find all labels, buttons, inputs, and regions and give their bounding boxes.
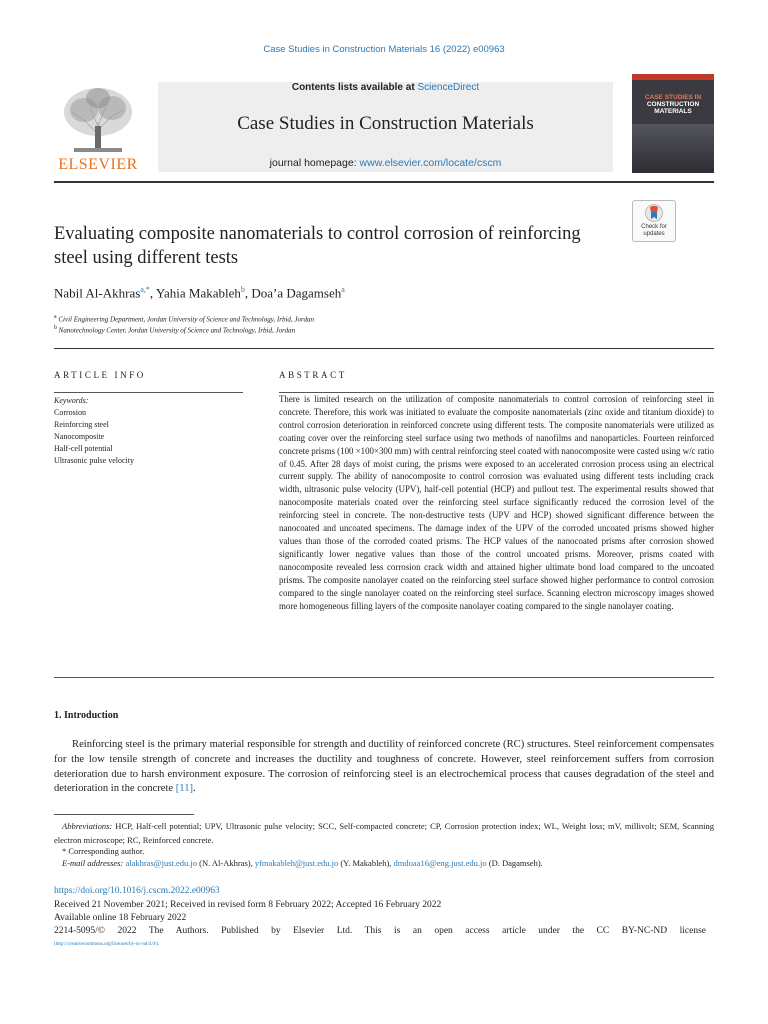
contents-line	[158, 82, 613, 93]
email-owner: (D. Dagamseh).	[486, 858, 543, 868]
abbreviations-footnote	[54, 820, 714, 847]
keyword-item: Reinforcing steel	[54, 420, 109, 429]
journal-title: Case Studies in Construction Materials	[237, 113, 534, 134]
journal-cover-thumbnail[interactable]	[632, 74, 714, 173]
bookmark-icon	[645, 204, 663, 222]
intro-text-main: Reinforcing steel is the primary material responsible for strength and ductility of reinforced concrete (RC) structures. Steel reinforcement compensates for the low tensile strength of concrete and increases the ductility and toughness of concrete. However, steel reinforcement suffers from corrosion deterioration due to harsh environment exposure. The corrosion of reinforcing steel is an electrochemical process that causes degradation of the steel and deterioration in the concrete	[54, 739, 714, 795]
author-list	[54, 285, 654, 301]
affiliation-text: Nanotechnology Center, Jordan University of Science and Technology, Irbid, Jordan	[58, 326, 296, 335]
email-link[interactable]: dmdoaa16@eng.just.edu.jo	[393, 858, 487, 868]
author-affiliation-marker[interactable]: a	[341, 285, 345, 294]
contents-prefix: Contents lists available at	[291, 82, 415, 93]
license-url-link[interactable]: (http://creativecommons.org/licenses/by-nc-nd/4.0/).	[54, 942, 160, 947]
email-link[interactable]: yfmakableh@just.edu.jo	[254, 858, 339, 868]
article-info-heading: ARTICLE INFO	[54, 370, 146, 380]
cover-band	[632, 74, 714, 80]
intro-text-end: .	[193, 783, 196, 795]
header-rule	[54, 181, 714, 183]
abbreviations-label: Abbreviations:	[62, 821, 113, 831]
introduction-paragraph	[54, 738, 714, 797]
affiliation-rule	[54, 348, 714, 349]
citation-link[interactable]: [11]	[175, 783, 194, 795]
cover-image	[632, 124, 714, 173]
email-footnote	[62, 858, 714, 868]
footnote-rule	[54, 814, 194, 815]
author-affiliation-marker[interactable]: a,*	[140, 285, 150, 294]
abstract-body: There is limited research on the utilization of composite nanomaterials to control corrosion of reinforcing steel in concrete. Therefore, this work was initiated to evaluate the composite nanomaterials (zinc oxide and titanium dioxide) to control corrosion deterioration in reinforced concrete using different tests. The composite nanomaterials were utilized as coating cover over the reinforcing steel surface using two methods of nanofilms and nanoparticles. Fourteen reinforced concrete prisms (100 ×100×300 mm) with central reinforcing steel coated with nanocomposite were casted using w/c ratio of 0.45. After 28 days of moist curing, the prisms were exposed to an accelerated corrosion process using an electrical current supply. The ability of nanocomposite to control corrosion was evaluated using different tests including crack width, ultrasonic pulse velocity (UPV), half-cell potential (HCP) and pullout test. The experimental results showed that nanocomposite materials coated over the reinforcing steel surface significantly reduced the corrosion level of the reinforcing steel in concrete. The non-destructive tests (UPV and HCP) showed significant difference between the nanocoated and uncoated specimens. The damage index of the UPV of the corroded uncoated prisms showed higher values than those of the corroded coated prisms. The HCP values of the nanocoated prisms after corrosion showed significantly lower negative values than those of the control uncoated prisms. Moreover, prisms coated with nanocomposite revealed less corrosion crack width and attained higher ultimate bond load compared to the uncoated prisms. The composite nanolayer coated on the reinforcing steel surface showed higher performance to control corrosion compared to the single nanolayer coated on the reinforcing steel surface. Scanning electron microscopy images showed more homogeneous filling layers of the composite nanolayer coating compared to the single nanolayer coating.	[279, 394, 714, 611]
affiliation-text: Civil Engineering Department, Jordan University of Science and Technology, Irbid, Jordan	[58, 315, 314, 324]
check-updates-label: Check for updates	[641, 224, 667, 237]
journal-reference[interactable]: Case Studies in Construction Materials 16 (2022) e00963	[263, 44, 505, 55]
affiliation-b	[54, 325, 654, 334]
article-title: Evaluating composite nanomaterials to control corrosion of reinforcing steel using different tests	[54, 224, 581, 268]
received-dates: Received 21 November 2021; Received in revised form 8 February 2022; Accepted 16 February 2022	[54, 900, 442, 910]
homepage-line	[158, 157, 613, 169]
cover-title-line1: CASE STUDIES IN	[644, 94, 702, 101]
keywords-label: Keywords:	[54, 396, 89, 405]
affiliation-sup: a	[54, 314, 57, 320]
author-separator: ,	[149, 285, 156, 301]
corresponding-author-note: * Corresponding author.	[62, 846, 145, 856]
email-label: E-mail addresses:	[62, 858, 124, 868]
email-owner: (Y. Makableh),	[338, 858, 394, 868]
email-owner: (N. Al-Akhras),	[197, 858, 255, 868]
elsevier-wordmark: ELSEVIER	[58, 156, 138, 173]
email-link[interactable]: alakhras@just.edu.jo	[125, 858, 197, 868]
keyword-item: Corrosion	[54, 408, 86, 417]
keyword-item: Half-cell potential	[54, 444, 113, 453]
affiliation-a	[54, 314, 654, 323]
homepage-link[interactable]: www.elsevier.com/locate/cscm	[359, 157, 502, 169]
author-affiliation-marker[interactable]: b	[240, 285, 245, 294]
keyword-item: Ultrasonic pulse velocity	[54, 456, 134, 465]
homepage-prefix: journal homepage:	[269, 157, 357, 169]
online-date: Available online 18 February 2022	[54, 913, 187, 923]
doi-link[interactable]: https://doi.org/10.1016/j.cscm.2022.e00963	[54, 886, 220, 896]
affiliation-sup: b	[54, 325, 57, 331]
cover-title-line2: CONSTRUCTION MATERIALS	[646, 101, 700, 115]
introduction-heading: 1. Introduction	[54, 710, 119, 721]
author-name[interactable]: Nabil Al-Akhras	[54, 285, 141, 301]
sciencedirect-link[interactable]: ScienceDirect	[417, 82, 480, 93]
abstract-bottom-rule	[54, 677, 714, 678]
abstract-heading: ABSTRACT	[279, 370, 347, 380]
author-separator: ,	[244, 285, 252, 301]
article-info-rule	[54, 392, 243, 393]
abbreviations-text: HCP, Half-cell potential; UPV, Ultrasonic pulse velocity; SCC, Self-compacted concrete; CP, Corrosion protection index; WL, Weight loss; mV, millivolt; SEM, Scanning electron microscope; RC, Reinforced concrete.	[54, 821, 714, 845]
author-name[interactable]: Doa’a Dagamseh	[251, 285, 342, 301]
check-for-updates-badge[interactable]	[632, 200, 676, 242]
author-name[interactable]: Yahia Makableh	[155, 285, 241, 301]
keyword-item: Nanocomposite	[54, 432, 105, 441]
license-statement: 2214-5095/© 2022 The Authors. Published by Elsevier Ltd. This is an open access article under the CC BY-NC-ND license	[54, 926, 706, 936]
